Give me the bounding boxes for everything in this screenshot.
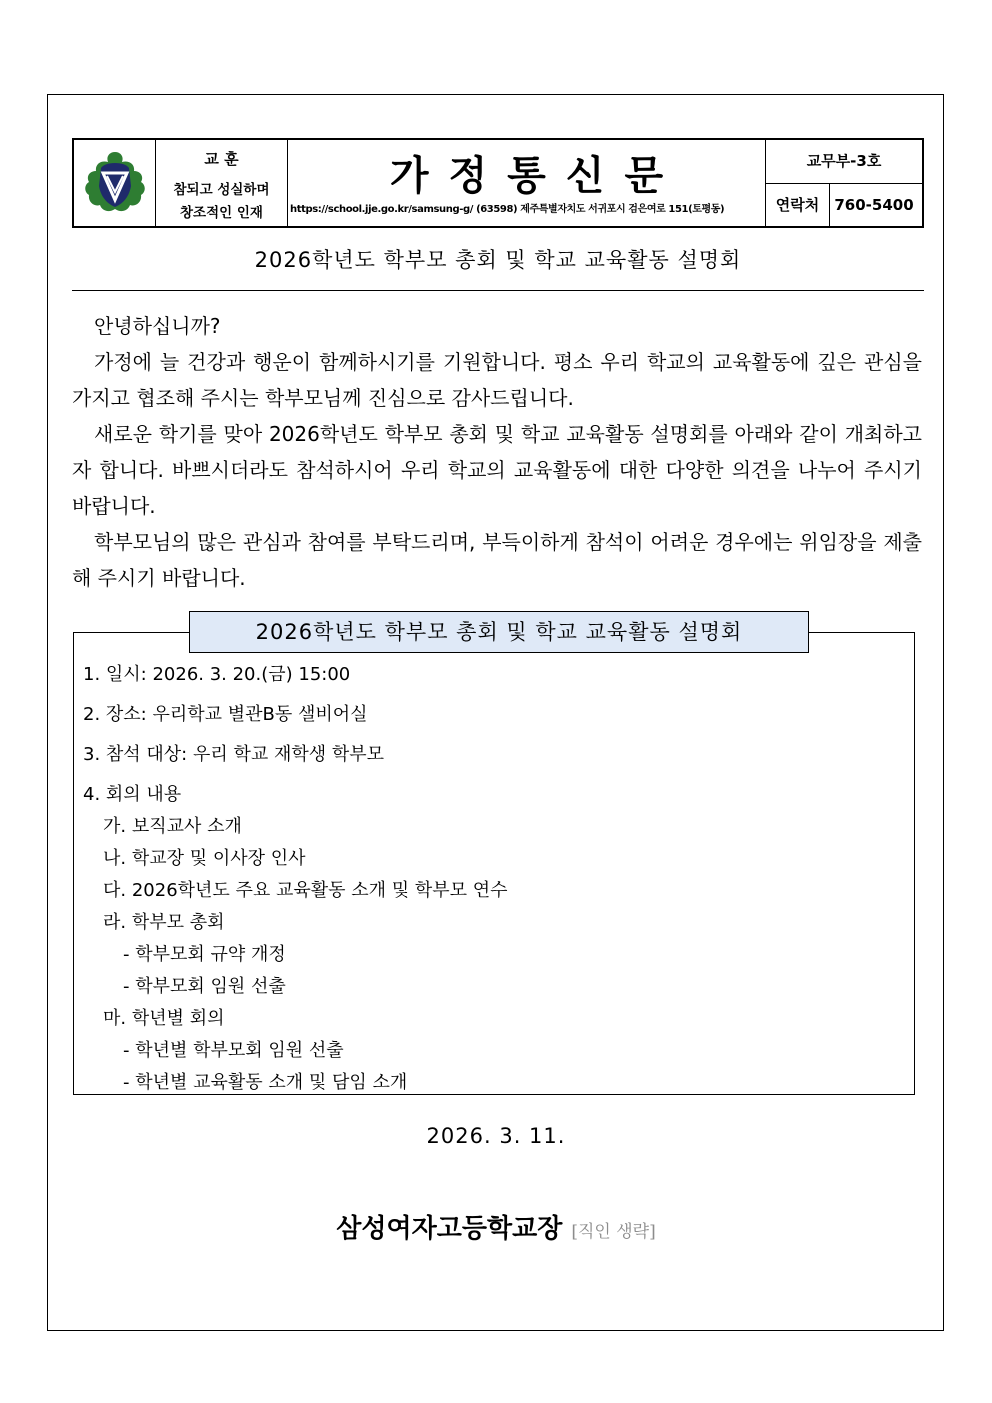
list-item-attendees: 3. 참석 대상: 우리 학교 재학생 학부모 xyxy=(83,744,384,765)
event-box-title: 2026학년도 학부모 총회 및 학교 교육활동 설명회 xyxy=(189,611,809,653)
issue-date: 2026. 3. 11. xyxy=(426,1124,566,1148)
list-item: 다. 2026학년도 주요 교육활동 소개 및 학부모 연수 xyxy=(103,880,508,901)
body-paragraph-2: 새로운 학기를 맞아 2026학년도 학부모 총회 및 학교 교육활동 설명회를 아래와 같이 개최하고자 합니다. 바쁘시더라도 참석하시어 우리 학교의 교육활동에 대한 다양한 의견을 나누어 주시기 바랍니다. xyxy=(72,422,922,518)
list-item-place: 2. 장소: 우리학교 별관B동 샐비어실 xyxy=(83,704,368,725)
list-item-date: 1. 일시: 2026. 3. 20.(금) 15:00 xyxy=(83,664,351,685)
list-item: - 학부모회 규약 개정 xyxy=(123,944,286,965)
motto-cell xyxy=(156,140,288,226)
list-item: - 학년별 교육활동 소개 및 담임 소개 xyxy=(123,1072,408,1093)
seal-omitted-note: [직인 생략] xyxy=(571,1222,656,1242)
letter-body xyxy=(72,308,922,596)
motto-heading: 교 훈 xyxy=(204,150,239,168)
list-item: - 학년별 학부모회 임원 선출 xyxy=(123,1040,344,1061)
body-paragraph-3: 학부모님의 많은 관심과 참여를 부탁드리며, 부득이하게 참석이 어려운 경우에는 위임장을 제출해 주시기 바랍니다. xyxy=(72,530,922,590)
motto-line-2: 창조적인 인재 xyxy=(180,205,263,221)
list-item: 가. 보직교사 소개 xyxy=(103,816,242,837)
contact-label: 연락처 xyxy=(766,184,830,226)
divider xyxy=(72,290,924,291)
greeting-paragraph: 안녕하십니까? xyxy=(94,314,221,338)
school-emblem-icon xyxy=(74,140,156,226)
list-item-agenda: 4. 회의 내용 xyxy=(83,784,182,805)
body-paragraph-1: 가정에 늘 건강과 행운이 함께하시기를 기원합니다. 평소 우리 학교의 교육활동에 깊은 관심을 가지고 협조해 주시는 학부모님께 진심으로 감사드립니다. xyxy=(72,350,922,410)
contact-number: 760-5400 xyxy=(834,196,914,214)
letter-header xyxy=(72,138,924,228)
title-cell xyxy=(288,140,766,226)
document-title: 가정통신문 xyxy=(389,153,684,199)
letter-subtitle: 2026학년도 학부모 총회 및 학교 교육활동 설명회 xyxy=(254,248,742,272)
signature-block xyxy=(0,1208,992,1245)
list-item: 마. 학년별 회의 xyxy=(103,1008,225,1029)
list-item: 나. 학교장 및 이사장 인사 xyxy=(103,848,306,869)
document-number: 교무부-3호 xyxy=(766,140,922,184)
info-cell xyxy=(766,140,922,226)
motto-line-1: 참되고 성실하며 xyxy=(173,182,270,198)
list-item: - 학부모회 임원 선출 xyxy=(123,976,286,997)
principal-signature: 삼성여자고등학교장 xyxy=(336,1214,563,1244)
school-address: https://school.jje.go.kr/samsung-g/ (63598) 제주특별자치도 서귀포시 검은여로 151(토평동) xyxy=(290,204,725,215)
logo-cell xyxy=(74,140,156,226)
list-item: 라. 학부모 총회 xyxy=(103,912,225,933)
